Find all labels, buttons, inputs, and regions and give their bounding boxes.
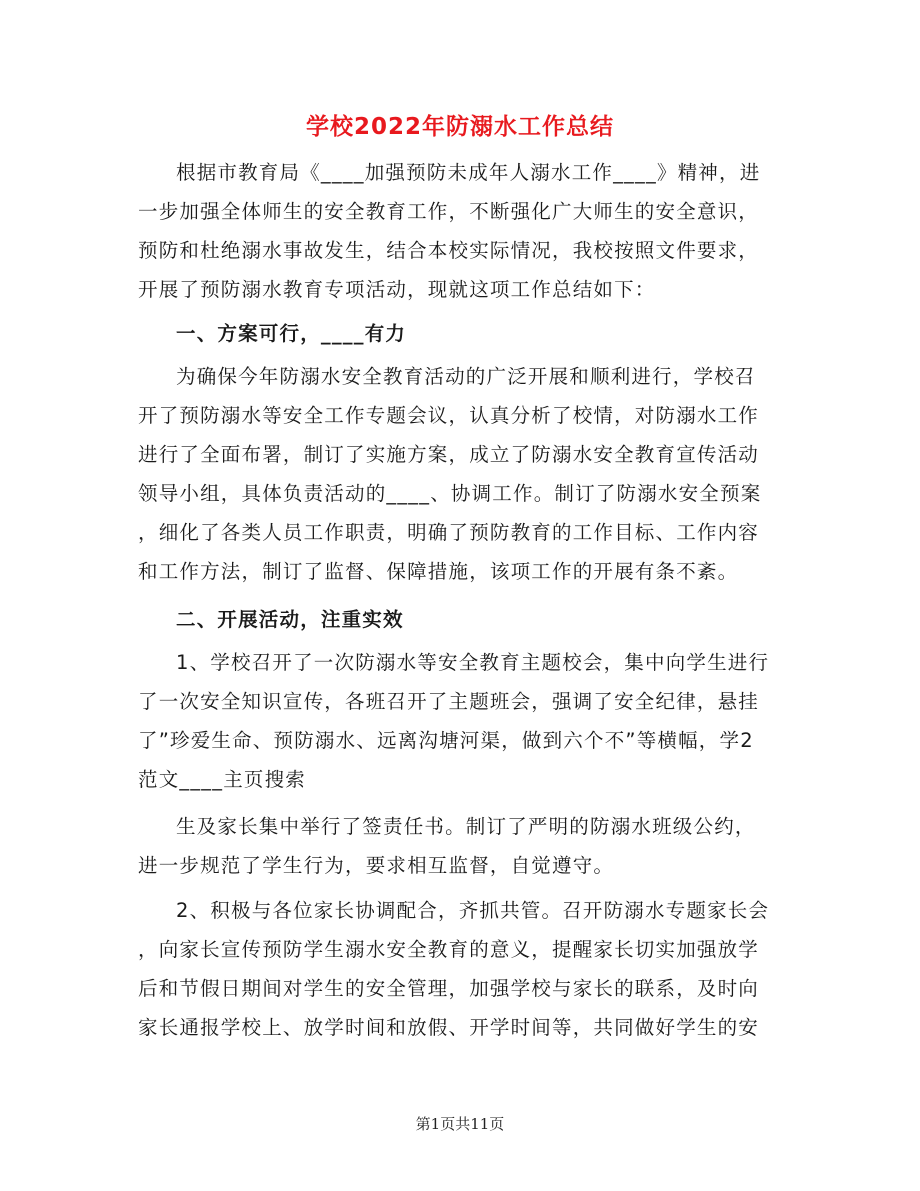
- paragraph-line: 为确保今年防溺水安全教育活动的广泛开展和顺利进行，学校召: [176, 365, 756, 388]
- paragraph-line: 开展了预防溺水教育专项活动，现就这项工作总结如下：: [138, 278, 656, 301]
- paragraph-line: 根据市教育局《____加强预防未成年人溺水工作____》精神，进: [176, 161, 761, 184]
- paragraph-line: 1、学校召开了一次防溺水等安全教育主题校会，集中向学生进行: [176, 651, 770, 674]
- paragraph-line: 2、积极与各位家长协调配合，齐抓共管。召开防溺水专题家长会: [176, 899, 770, 922]
- paragraph-line: 预防和杜绝溺水事故发生，结合本校实际情况，我校按照文件要求，: [138, 239, 760, 262]
- paragraph-line: 了一次安全知识宣传，各班召开了主题班会，强调了安全纪律，悬挂: [138, 690, 760, 713]
- paragraph-line: 生及家长集中举行了签责任书。制订了严明的防溺水班级公约，: [176, 815, 756, 838]
- paragraph-line: 一步加强全体师生的安全教育工作，不断强化广大师生的安全意识，: [138, 200, 760, 223]
- paragraph-line: 了”珍爱生命、预防溺水、远离沟塘河渠，做到六个不”等横幅，学2: [138, 729, 754, 752]
- paragraph-line: 后和节假日期间对学生的安全管理，加强学校与家长的联系，及时向: [138, 977, 760, 1000]
- document-title: 学校2022年防溺水工作总结: [305, 114, 614, 140]
- section-heading-2: 二、开展活动，注重实效: [176, 608, 404, 631]
- paragraph-line: 领导小组，具体负责活动的____、协调工作。制订了防溺水安全预案: [138, 482, 762, 505]
- paragraph-line: 和工作方法，制订了监督、保障措施，该项工作的开展有条不紊。: [138, 560, 739, 583]
- paragraph-line: 家长通报学校上、放学时间和放假、开学时间等，共同做好学生的安: [138, 1016, 760, 1039]
- section-heading-1: 一、方案可行，____有力: [176, 322, 407, 345]
- paragraph-line: ，向家长宣传预防学生溺水安全教育的意义，提醒家长切实加强放学: [138, 938, 760, 961]
- paragraph-line: 开了预防溺水等安全工作专题会议，认真分析了校情，对防溺水工作: [138, 404, 760, 427]
- page-footer: 第1页共11页: [415, 1115, 505, 1133]
- paragraph-line: 进一步规范了学生行为，要求相互监督，自觉遵守。: [138, 854, 615, 877]
- paragraph-line: ，细化了各类人员工作职责，明确了预防教育的工作目标、工作内容: [138, 521, 760, 544]
- paragraph-line: 范文____主页搜索: [138, 768, 307, 791]
- paragraph-line: 进行了全面布署，制订了实施方案，成立了防溺水安全教育宣传活动: [138, 443, 760, 466]
